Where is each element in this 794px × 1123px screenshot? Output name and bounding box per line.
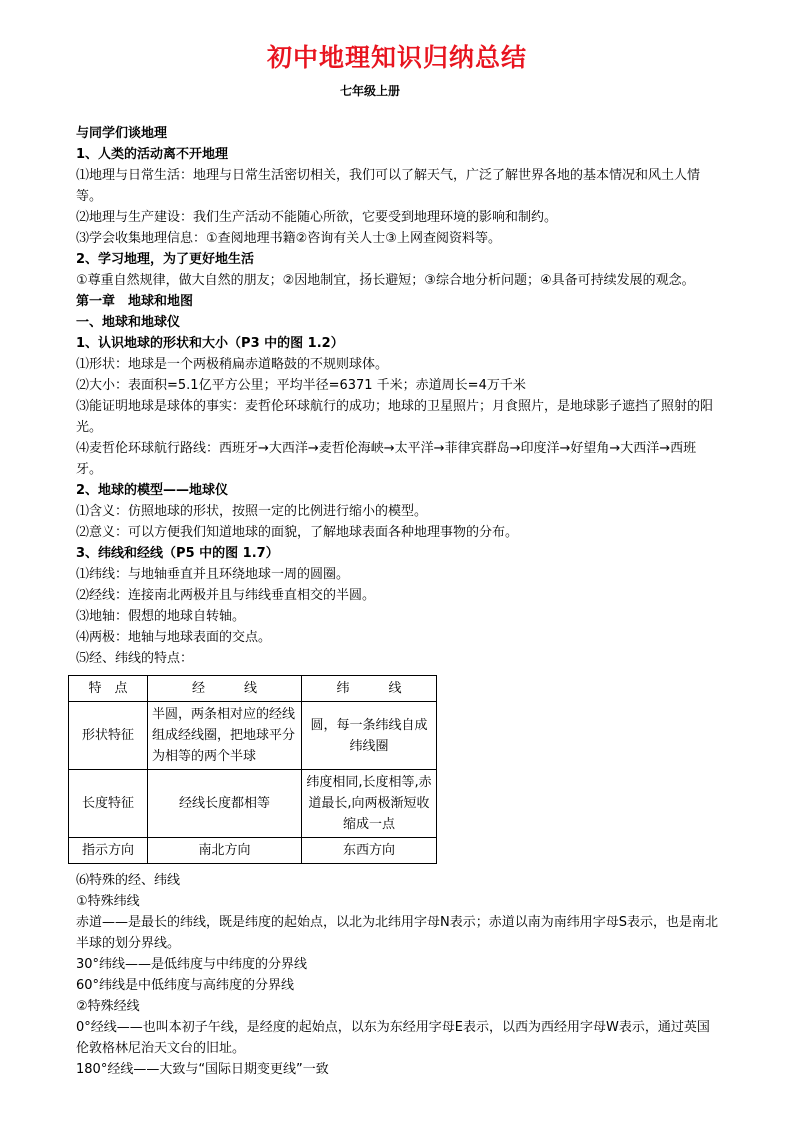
paragraph: 60°纬线是中低纬度与高纬度的分界线	[76, 978, 295, 993]
table-cell: 东西方向	[302, 838, 437, 864]
table-cell: 形状特征	[69, 702, 148, 770]
paragraph: ①特殊纬线	[76, 894, 140, 909]
subsection-heading: 3、纬线和经线（P5 中的图 1.7）	[76, 546, 279, 561]
paragraph: ⑸经、纬线的特点：	[76, 651, 194, 666]
table-cell: 南北方向	[148, 838, 302, 864]
table-row	[69, 702, 437, 770]
chapter-heading: 第一章 地球和地图	[76, 294, 194, 309]
paragraph: ⑹特殊的经、纬线	[76, 873, 181, 888]
subsection-heading: 2、学习地理，为了更好地生活	[76, 252, 255, 267]
table-header-cell: 纬 线	[302, 676, 437, 702]
document-title: 初中地理知识归纳总结	[266, 43, 527, 72]
paragraph: ①尊重自然规律，做大自然的朋友；②因地制宜，扬长避短；③综合地分析问题；④具备可持续发展的观念。	[76, 273, 695, 288]
table-cell: 指示方向	[69, 838, 148, 864]
paragraph: ⑵大小：表面积=5.1亿平方公里；平均半径=6371 千米；赤道周长=4万千米	[76, 378, 526, 393]
features-table	[68, 675, 437, 864]
paragraph: ⑶能证明地球是球体的事实：麦哲伦环球航行的成功；地球的卫星照片；月食照片，是地球影子遮挡了照射的阳光。	[76, 399, 714, 435]
document-body	[76, 123, 720, 1080]
paragraph: ⑶学会收集地理信息：①查阅地理书籍②咨询有关人士③上网查阅资料等。	[76, 231, 501, 246]
paragraph: ⑵地理与生产建设：我们生产活动不能随心所欲，它要受到地理环境的影响和制约。	[76, 210, 558, 225]
paragraph: ⑵经线：连接南北两极并且与纬线垂直相交的半圆。	[76, 588, 376, 603]
paragraph: 180°经线——大致与“国际日期变更线”一致	[76, 1062, 329, 1077]
table-cell: 长度特征	[69, 770, 148, 838]
table-header-cell: 特 点	[69, 676, 148, 702]
subsection-heading: 1、认识地球的形状和大小（P3 中的图 1.2）	[76, 336, 344, 351]
paragraph: ②特殊经线	[76, 999, 140, 1014]
subsection-heading: 2、地球的模型——地球仪	[76, 483, 229, 498]
paragraph: ⑶地轴：假想的地球自转轴。	[76, 609, 246, 624]
paragraph: ⑴地理与日常生活：地理与日常生活密切相关，我们可以了解天气，广泛了解世界各地的基本情况和风土人情等。	[76, 168, 701, 204]
paragraph: ⑴含义：仿照地球的形状，按照一定的比例进行缩小的模型。	[76, 504, 428, 519]
table-header-row	[69, 676, 437, 702]
section-heading: 与同学们谈地理	[76, 126, 168, 141]
paragraph: ⑷麦哲伦环球航行路线：西班牙→大西洋→麦哲伦海峡→太平洋→菲律宾群岛→印度洋→好望角→大西洋→西班牙。	[76, 441, 697, 477]
paragraph: 赤道——是最长的纬线，既是纬度的起始点，以北为北纬用字母N表示；赤道以南为南纬用字母S表示，也是南北半球的划分界线。	[76, 915, 718, 951]
paragraph: ⑷两极：地轴与地球表面的交点。	[76, 630, 272, 645]
table-cell: 半圆，两条相对应的经线组成经线圈，把地球平分为相等的两个半球	[148, 702, 302, 770]
paragraph: ⑴形状：地球是一个两极稍扁赤道略鼓的不规则球体。	[76, 357, 389, 372]
paragraph: 30°纬线——是低纬度与中纬度的分界线	[76, 957, 308, 972]
subsection-heading: 1、人类的活动离不开地理	[76, 147, 229, 162]
table-cell: 纬度相同,长度相等,赤道最长,向两极渐短收缩成一点	[302, 770, 437, 838]
table-cell: 圆，每一条纬线自成纬线圈	[302, 702, 437, 770]
table-header-cell: 经 线	[148, 676, 302, 702]
section-heading: 一、地球和地球仪	[76, 315, 181, 330]
paragraph: ⑴纬线：与地轴垂直并且环绕地球一周的圆圈。	[76, 567, 350, 582]
paragraph: 0°经线——也叫本初子午线，是经度的起始点，以东为东经用字母E表示，以西为西经用字母W表示，通过英国伦敦格林尼治天文台的旧址。	[76, 1020, 710, 1056]
document-subtitle: 七年级上册	[340, 84, 401, 98]
table-row	[69, 770, 437, 838]
table-row	[69, 838, 437, 864]
paragraph: ⑵意义：可以方便我们知道地球的面貌，了解地球表面各种地理事物的分布。	[76, 525, 519, 540]
table-cell: 经线长度都相等	[148, 770, 302, 838]
